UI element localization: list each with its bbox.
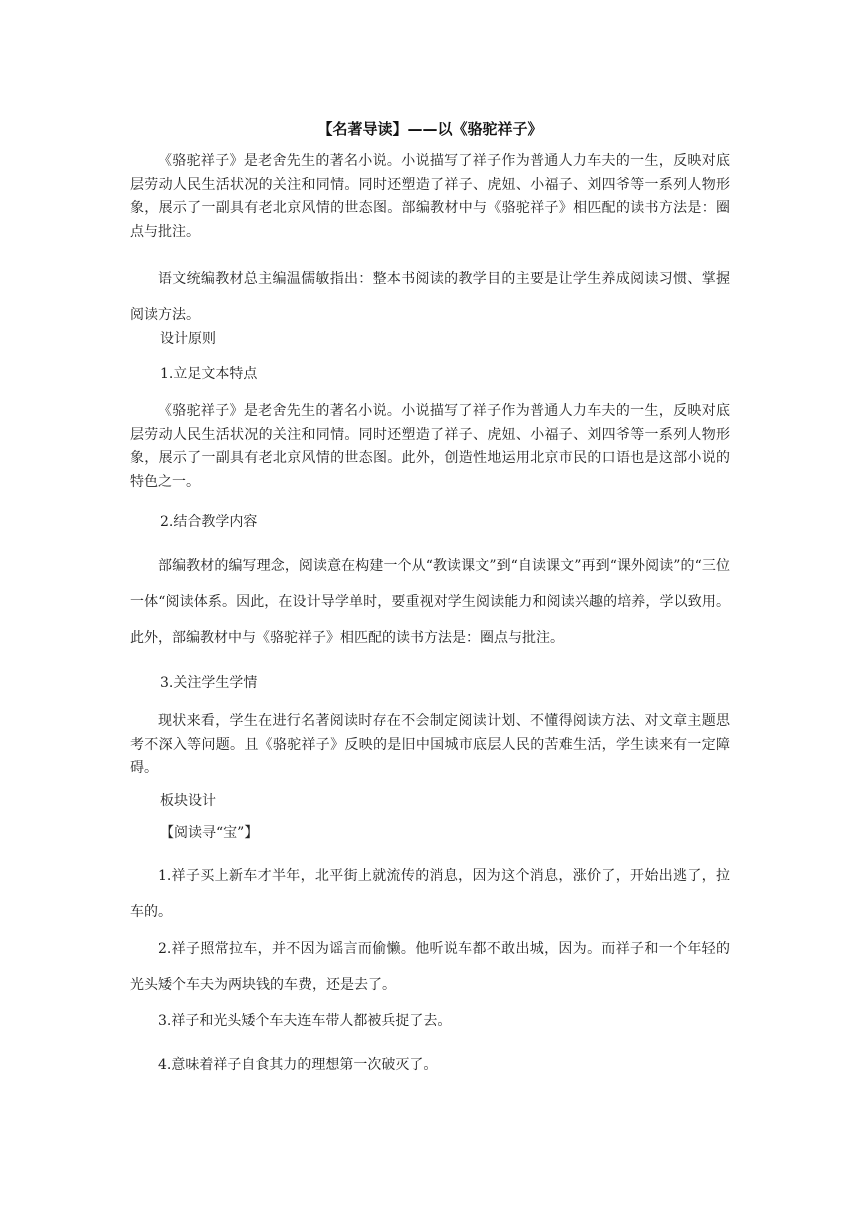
treasure-heading: 【阅读寻“宝”】	[160, 825, 259, 841]
intro-paragraph: 《骆驼祥子》是老舍先生的著名小说。小说描写了祥子作为普通人力车夫的一生，反映对底层劳动人民生活状况的关注和同情。同时还塑造了祥子、虎妞、小福子、刘四爷等一系列人物形象，展示了一副具有老北京风情的世态图。部编教材中与《骆驼祥子》相匹配的读书方法是：圈点与批注。	[130, 153, 730, 240]
principle3-heading: 3.关注学生学情	[160, 675, 258, 691]
blocks-heading: 板块设计	[160, 793, 216, 809]
quote-paragraph: 语文统编教材总主编温儒敏指出：整本书阅读的教学目的主要是让学生养成阅读习惯、掌握阅读方法。	[130, 271, 730, 323]
list-item: 3.祥子和光头矮个车夫连车带人都被兵捉了去。	[158, 1013, 452, 1029]
principle1-heading: 1.立足文本特点	[160, 366, 258, 382]
principles-heading: 设计原则	[160, 331, 216, 347]
list-item: 1.祥子买上新车才半年，北平街上就流传的消息，因为这个消息，涨价了，开始出逃了，拉车的。	[130, 868, 730, 920]
principle3-paragraph: 现状来看，学生在进行名著阅读时存在不会制定阅读计划、不懂得阅读方法、对文章主题思考不深入等问题。且《骆驼祥子》反映的是旧中国城市底层人民的苦难生活，学生读来有一定障碍。	[130, 713, 730, 776]
document-title: 【名著导读】——以《骆驼祥子》	[317, 120, 543, 138]
principle2-heading: 2.结合教学内容	[160, 514, 258, 530]
list-item: 2.祥子照常拉车，并不因为谣言而偷懒。他听说车都不敢出城，因为。而祥子和一个年轻的光头矮个车夫为两块钱的车费，还是去了。	[130, 941, 730, 993]
principle2-paragraph: 部编教材的编写理念，阅读意在构建一个从“教读课文”到“自读课文”再到“课外阅读”的“三位一体“阅读体系。因此，在设计导学单时，要重视对学生阅读能力和阅读兴趣的培养，学以致用。此外，部编教材中与《骆驼祥子》相匹配的读书方法是：圈点与批注。	[130, 558, 730, 646]
list-item: 4.意味着祥子自食其力的理想第一次破灭了。	[158, 1057, 438, 1073]
principle1-paragraph: 《骆驼祥子》是老舍先生的著名小说。小说描写了祥子作为普通人力车夫的一生，反映对底层劳动人民生活状况的关注和同情。同时还塑造了祥子、虎妞、小福子、刘四爷等一系列人物形象，展示了一副具有老北京风情的世态图。此外，创造性地运用北京市民的口语也是这部小说的特色之一。	[130, 403, 730, 490]
